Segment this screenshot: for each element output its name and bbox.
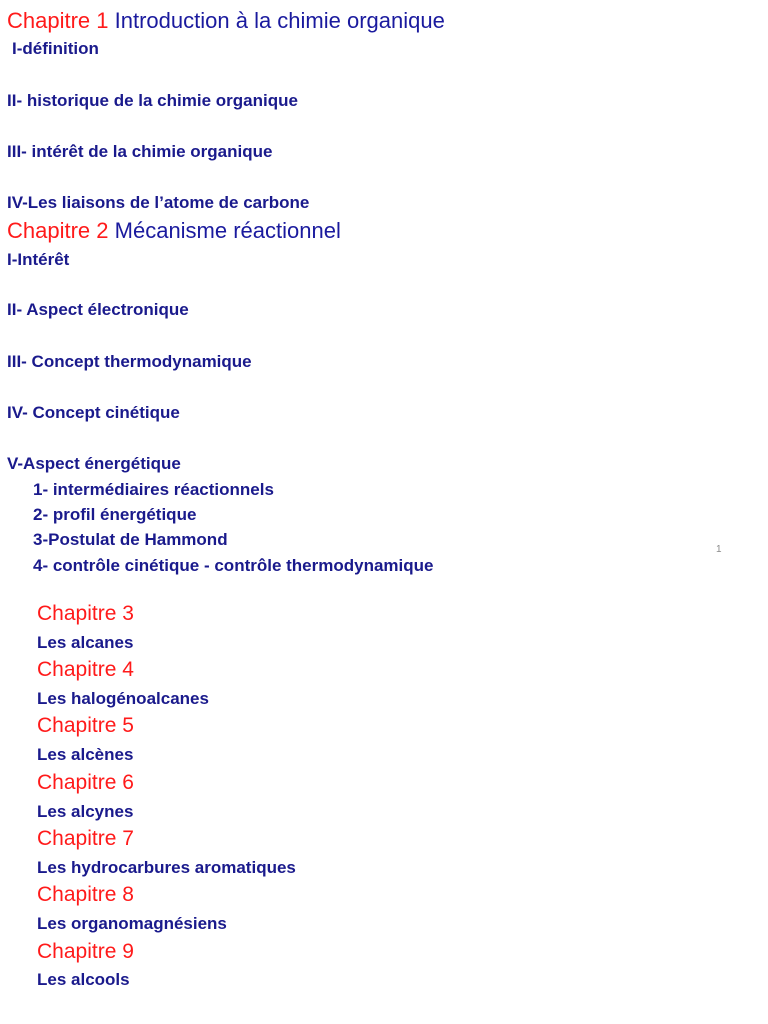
chapter-2-label: Chapitre 2 [7, 218, 109, 243]
chapter-2-section-5: V-Aspect énergétique [7, 454, 181, 473]
chapter-9-title: Les alcools [37, 970, 130, 989]
chapter-8-title: Les organomagnésiens [37, 914, 227, 933]
chapter-5-label: Chapitre 5 [37, 714, 134, 737]
chapter-7-label: Chapitre 7 [37, 827, 134, 850]
chapter-3-label: Chapitre 3 [37, 602, 134, 625]
chapter-1-title: Introduction à la chimie organique [114, 8, 445, 33]
chapter-2-subsection-4: 4- contrôle cinétique - contrôle thermodynamique [33, 556, 434, 575]
chapter-6-title: Les alcynes [37, 802, 134, 821]
chapter-3-title: Les alcanes [37, 633, 134, 652]
chapter-1-section-1: I-définition [12, 39, 99, 58]
chapter-7-title: Les hydrocarbures aromatiques [37, 858, 296, 877]
chapter-2-title: Mécanisme réactionnel [114, 218, 341, 243]
chapter-2-section-3: III- Concept thermodynamique [7, 352, 252, 371]
page-number: 1 [716, 544, 722, 555]
chapter-1-section-3: III- intérêt de la chimie organique [7, 142, 273, 161]
chapter-1-section-4: IV-Les liaisons de l’atome de carbone [7, 193, 310, 212]
chapter-2-subsection-2: 2- profil énergétique [33, 505, 197, 524]
chapter-4-title: Les halogénoalcanes [37, 689, 209, 708]
chapter-8-label: Chapitre 8 [37, 883, 134, 906]
chapter-2-section-1: I-Intérêt [7, 250, 70, 269]
chapter-2-section-2: II- Aspect électronique [7, 300, 189, 319]
chapter-2-subsection-3: 3-Postulat de Hammond [33, 530, 228, 549]
chapter-5-title: Les alcènes [37, 745, 134, 764]
chapter-6-label: Chapitre 6 [37, 771, 134, 794]
chapter-2-section-4: IV- Concept cinétique [7, 403, 180, 422]
chapter-1-section-2: II- historique de la chimie organique [7, 91, 298, 110]
chapter-2-heading [7, 218, 341, 244]
chapter-2-subsection-1: 1- intermédiaires réactionnels [33, 480, 274, 499]
chapter-4-label: Chapitre 4 [37, 658, 134, 681]
chapter-1-label: Chapitre 1 [7, 8, 109, 33]
chapter-9-label: Chapitre 9 [37, 940, 134, 963]
chapter-1-heading [7, 8, 445, 34]
